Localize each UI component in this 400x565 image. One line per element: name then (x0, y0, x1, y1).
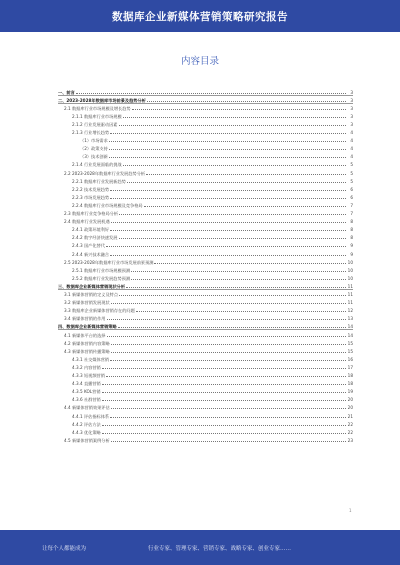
toc-entry[interactable] (58, 378, 353, 386)
toc-entry-label: 4.1 新媒体平台的选择 (64, 332, 106, 338)
toc-entry-page: 3 (350, 97, 353, 103)
toc-entry[interactable] (58, 297, 353, 305)
table-of-contents (58, 86, 353, 511)
toc-leader-dots (109, 140, 346, 142)
toc-entry-label: 2.1 数据库行业市场规模及增长趋势 (64, 105, 131, 111)
toc-entry-page: 11 (347, 283, 353, 289)
toc-entry-page: 3 (350, 121, 353, 127)
toc-leader-dots (106, 245, 346, 247)
toc-entry-label: 2.3 数据库行业竞争格局分析 (64, 211, 119, 216)
toc-leader-dots (110, 229, 346, 231)
toc-entry[interactable] (58, 273, 353, 281)
toc-entry-label: 4.4.3 优化策略 (72, 429, 101, 435)
toc-entry[interactable] (58, 216, 353, 224)
toc-leader-dots (110, 416, 346, 418)
toc-entry-label: 2.2.4 数据库行业市场规模及竞争格局 (72, 202, 143, 208)
toc-entry-page: 3 (350, 89, 353, 95)
toc-entry-page: 15 (347, 348, 353, 354)
toc-leader-dots (109, 156, 346, 158)
toc-entry-page: 3 (350, 105, 353, 111)
toc-entry-label: 一、前言 (58, 89, 75, 95)
toc-entry-page: 4 (350, 130, 353, 135)
toc-entry[interactable] (58, 370, 353, 378)
toc-leader-dots (106, 375, 346, 377)
toc-entry-label: 2.5.2 数据库行业发展趋势预测 (72, 275, 131, 281)
toc-entry-label: （1）市场需求 (80, 138, 108, 144)
toc-entry[interactable] (58, 330, 353, 338)
toc-entry-label: 3.3 数据库企业新媒体营销存在的问题 (64, 308, 135, 314)
toc-leader-dots (111, 407, 346, 409)
toc-entry-page: 15 (347, 340, 353, 346)
toc-entry-page: 10 (347, 267, 353, 273)
footer-banner (0, 530, 400, 565)
toc-entry-label: 3.2 新媒体营销发展现状 (64, 300, 110, 306)
toc-entry[interactable] (58, 192, 353, 200)
toc-entry-page: 18 (347, 381, 353, 387)
toc-entry-label: 2.2.1 数据库行业发展新趋势 (72, 178, 126, 184)
toc-entry-label: 2.4.3 国产化替代 (72, 243, 105, 249)
toc-entry-page: 11 (347, 300, 353, 306)
toc-leader-dots (111, 343, 346, 345)
toc-entry-label: 2.2.3 市场发展趋势 (72, 194, 110, 200)
toc-entry-page: 6 (350, 186, 353, 192)
toc-leader-dots (110, 254, 346, 256)
toc-entry-page: 4 (350, 138, 353, 144)
toc-leader-dots (144, 205, 346, 207)
toc-entry[interactable] (58, 135, 353, 143)
toc-entry-page: 10 (347, 259, 353, 265)
toc-entry[interactable] (58, 402, 353, 410)
toc-entry[interactable] (58, 386, 353, 394)
toc-leader-dots (102, 424, 346, 426)
header-banner (0, 0, 400, 32)
toc-entry[interactable] (58, 176, 353, 184)
toc-entry-page: 18 (347, 373, 353, 378)
toc-leader-dots (109, 148, 346, 150)
toc-entry-label: 2.4.2 数字经济快速发展 (72, 235, 118, 241)
toc-leader-dots (154, 262, 346, 264)
toc-entry[interactable] (58, 313, 353, 321)
toc-entry[interactable] (58, 119, 353, 127)
toc-entry[interactable] (58, 346, 353, 354)
toc-entry-page: 10 (347, 275, 353, 281)
toc-leader-dots (127, 181, 346, 183)
toc-entry[interactable] (58, 362, 353, 370)
toc-entry[interactable] (58, 232, 353, 240)
toc-leader-dots (111, 440, 346, 442)
toc-leader-dots (111, 351, 346, 353)
toc-entry-label: 2.1.4 行业发展面临的挑战 (72, 162, 122, 168)
toc-entry-page: 5 (350, 178, 353, 184)
toc-entry-page: 9 (350, 243, 353, 249)
toc-entry-page: 22 (347, 421, 353, 427)
toc-entry-page: 23 (347, 437, 353, 443)
toc-entry[interactable] (58, 257, 353, 265)
toc-entry-label: 4.3.2 内容营销 (72, 364, 101, 370)
toc-entry[interactable] (58, 289, 353, 297)
toc-entry-page: 17 (347, 364, 353, 370)
toc-entry-page: 20 (347, 397, 353, 403)
toc-leader-dots (102, 391, 346, 393)
toc-leader-dots (118, 326, 346, 328)
toc-entry-label: 2.4.1 政策环境利好 (72, 227, 110, 233)
toc-leader-dots (147, 100, 346, 102)
toc-leader-dots (107, 335, 347, 337)
toc-entry-label: 2.2 2023-2028年数据库行业发展趋势分析 (64, 170, 146, 176)
toc-leader-dots (123, 116, 346, 118)
toc-entry[interactable] (58, 159, 353, 167)
toc-leader-dots (107, 318, 347, 320)
toc-entry[interactable] (58, 127, 353, 135)
toc-entry-page: 19 (347, 389, 353, 395)
toc-entry-page: 12 (347, 308, 353, 314)
toc-entry-label: 2.5.1 数据库行业市场规模预测 (72, 267, 131, 273)
toc-entry-page: 7 (350, 211, 353, 216)
toc-entry-page: 5 (350, 170, 353, 176)
toc-leader-dots (119, 124, 347, 126)
toc-entry-label: 2.4.4 新兴技术融合 (72, 251, 110, 257)
toc-entry-label: 4.2 新媒体营销内容策略 (64, 340, 110, 346)
toc-entry-page: 21 (347, 413, 353, 419)
toc-entry-label: 3.4 新媒体营销的作用 (64, 316, 106, 322)
toc-leader-dots (110, 189, 346, 191)
toc-leader-dots (102, 367, 346, 369)
toc-entry-page: 14 (347, 332, 353, 338)
toc-entry-label: 二、2023-2028年数据库市场前景及趋势分析 (58, 97, 146, 103)
toc-entry-page: 8 (350, 235, 353, 241)
toc-entry-label: 4.3.1 社交媒体营销 (72, 356, 110, 362)
toc-entry[interactable] (58, 305, 353, 313)
toc-entry-label: 4.3.3 短视频营销 (72, 373, 105, 378)
toc-entry[interactable] (58, 168, 353, 176)
toc-entry-label: 4.3.6 社群营销 (72, 397, 101, 403)
toc-entry-page: 8 (350, 219, 353, 225)
toc-entry-label: 4.4.2 评估方法 (72, 421, 101, 427)
toc-entry-page: 5 (350, 162, 353, 168)
toc-entry-label: 4.4 新媒体营销效果评估 (64, 405, 110, 411)
toc-entry-page: 7 (350, 202, 353, 208)
toc-entry-page: 3 (350, 113, 353, 119)
toc-entry[interactable] (58, 411, 353, 419)
toc-entry-label: 2.1.3 行业增长趋势 (72, 130, 110, 135)
toc-entry[interactable] (58, 208, 353, 216)
toc-entry[interactable] (58, 151, 353, 159)
footer-slogan: 让每个人都能成为 (42, 546, 87, 552)
toc-entry[interactable] (58, 184, 353, 192)
toc-entry[interactable] (58, 419, 353, 427)
toc-entry[interactable] (58, 354, 353, 362)
toc-entry-label: 4.3.4 直播营销 (72, 381, 101, 387)
toc-leader-dots (102, 399, 346, 401)
toc-leader-dots (119, 213, 346, 215)
toc-leader-dots (102, 383, 346, 385)
toc-leader-dots (111, 221, 346, 223)
toc-entry-label: 4.4.1 评估指标体系 (72, 413, 110, 419)
toc-leader-dots (132, 108, 346, 110)
toc-entry-page: 13 (347, 316, 353, 322)
footer-tagline: 行业专家、管理专家、营销专家、战略专家、创业专家…… (148, 546, 292, 552)
toc-entry[interactable] (58, 427, 353, 435)
toc-leader-dots (102, 432, 346, 434)
toc-entry-page: 9 (350, 251, 353, 257)
toc-leader-dots (146, 173, 346, 175)
toc-entry-page: 16 (347, 356, 353, 362)
toc-entry-label: 4.3.5 KOL营销 (72, 389, 101, 395)
toc-entry-label: 3.1 新媒体营销的定义及特点 (64, 292, 119, 297)
toc-entry-page: 22 (347, 429, 353, 435)
toc-entry-page: 14 (347, 324, 353, 330)
toc-entry[interactable] (58, 394, 353, 402)
toc-entry-page: 6 (350, 194, 353, 200)
toc-entry-label: 4.5 新媒体营销案例分析 (64, 437, 110, 443)
toc-entry-label: 2.2.2 技术发展趋势 (72, 186, 110, 192)
toc-entry[interactable] (58, 103, 353, 111)
toc-entry[interactable] (58, 143, 353, 151)
toc-leader-dots (76, 92, 346, 94)
toc-leader-dots (119, 237, 347, 239)
toc-leader-dots (123, 164, 346, 166)
toc-entry-label: 2.4 数据库行业发展机遇 (64, 219, 110, 225)
toc-leader-dots (131, 278, 346, 280)
toc-entry[interactable] (58, 435, 353, 443)
report-title: 数据库企业新媒体营销策略研究报告 (112, 10, 288, 23)
toc-entry-label: （3）技术创新 (80, 154, 108, 160)
toc-leader-dots (110, 197, 346, 199)
toc-entry-label: 2.1.1 数据库行业市场规模 (72, 113, 122, 119)
toc-title: 内容目录 (180, 56, 219, 67)
toc-entry-page: 4 (350, 146, 353, 152)
toc-leader-dots (119, 294, 346, 296)
toc-leader-dots (110, 132, 346, 134)
toc-entry[interactable] (58, 240, 353, 248)
toc-entry-page: 8 (350, 227, 353, 233)
toc-entry[interactable] (58, 249, 353, 257)
toc-entry[interactable] (58, 224, 353, 232)
toc-entry[interactable] (58, 265, 353, 273)
toc-entry-label: 四、数据库企业新媒体营销策略 (58, 324, 117, 330)
page-number: 1 (349, 508, 352, 513)
toc-leader-dots (136, 310, 346, 312)
toc-entry-page: 20 (347, 405, 353, 411)
toc-entry-page: 11 (347, 292, 353, 297)
toc-leader-dots (111, 302, 346, 304)
toc-entry-label: 4.3 新媒体营销传播策略 (64, 348, 110, 354)
toc-entry-label: （2）政策支持 (80, 146, 108, 152)
toc-entry-label: 三、数据库企业新媒体营销现状分析 (58, 283, 126, 289)
toc-entry-label: 2.5 2023-2028年数据库行业市场发展前景预测 (64, 259, 154, 265)
toc-leader-dots (126, 286, 346, 288)
toc-entry[interactable] (58, 111, 353, 119)
toc-leader-dots (131, 270, 346, 272)
toc-entry-label: 2.1.2 行业发展驱动因素 (72, 121, 118, 127)
toc-entry[interactable] (58, 200, 353, 208)
toc-entry[interactable] (58, 338, 353, 346)
toc-leader-dots (110, 359, 346, 361)
toc-entry-page: 4 (350, 154, 353, 160)
